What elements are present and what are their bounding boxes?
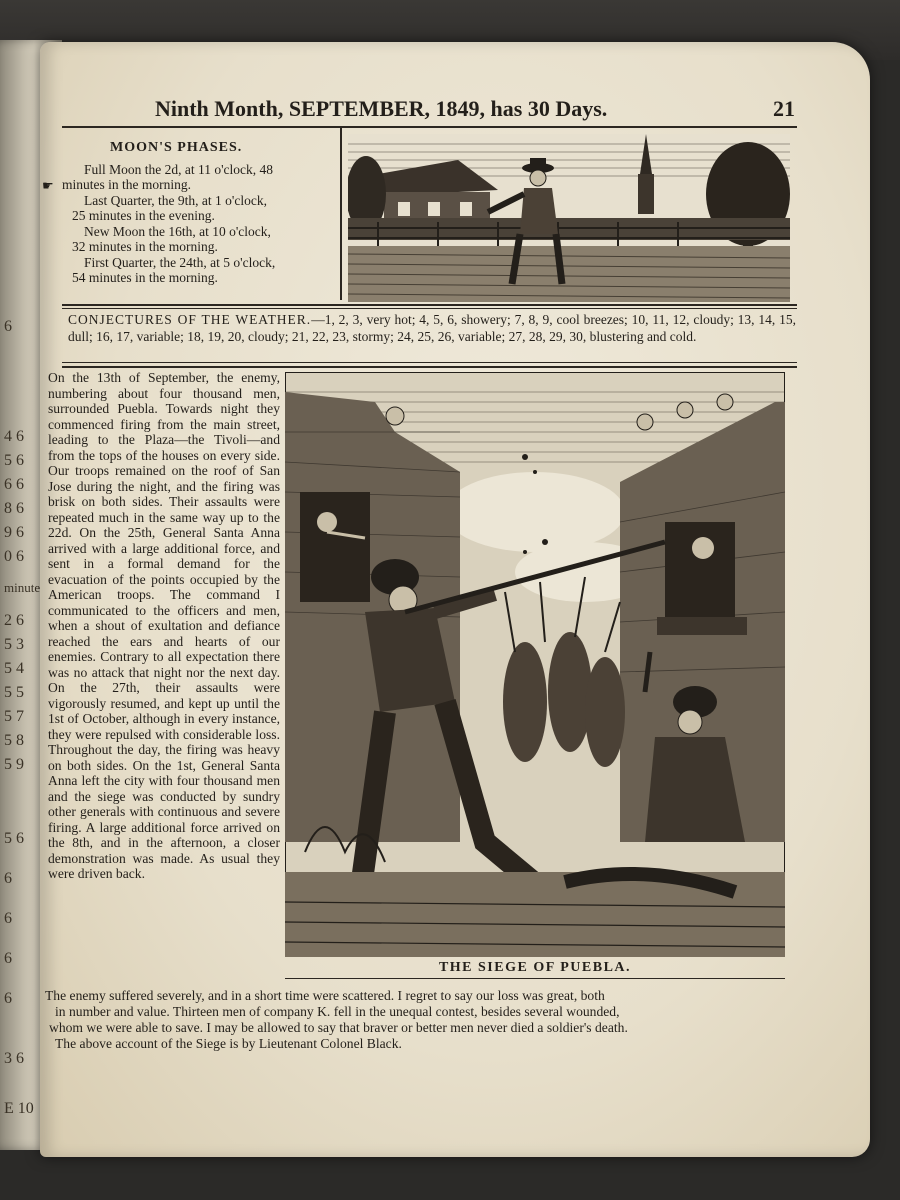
- farmer-sowing-woodcut: [348, 134, 790, 302]
- page-number: 21: [773, 96, 795, 121]
- moon-phase-line: 32 minutes in the morning.: [72, 239, 218, 254]
- left-page-fragment: 9 6: [4, 524, 24, 541]
- footer-line: whom we were able to save. I may be allowed to say that braver or better men never died a soldier's death.: [49, 1020, 628, 1035]
- left-page-fragment: 3 6: [4, 1050, 24, 1067]
- left-page-fragment: 6: [4, 950, 12, 967]
- siege-of-puebla-woodcut: [285, 372, 785, 957]
- left-page-fragment: 5 4: [4, 660, 24, 677]
- footer-line: The enemy suffered severely, and in a short time were scattered. I regret to say our loss was great, both: [45, 988, 605, 1003]
- moon-phases-box: [42, 140, 340, 300]
- weather-bottom-rule-thick: [62, 366, 797, 368]
- left-page-fragment: 5 9: [4, 756, 24, 773]
- left-page-fragment: 5 7: [4, 708, 24, 725]
- article-column: On the 13th of September, the enemy, numbering about four thousand men, surrounded Puebla. Towards night they commenced firing from the main street, leading to the Plaza—the Tivoli—and from the tops of the houses on every side. Our troops remained on the roof of San Jose during the night, and the firing was brisk on both sides. Their assaults were repeated much in the same way up to the 22d. On the 25th, General Santa Anna arrived with a large additional force, and sent in a formal demand for the evacuation of the points occupied by the American troops. The command I communicated to the officers and men, when a shout of exultation and defiance reached the ears and hearts of our enemies. Contrary to all expectation there was no attack that night nor the next day. On the 27th, their assaults were vigorously resumed, and kept up until the 1st of October, although in every instance, they were repulsed with considerable loss. Throughout the day, the firing was heavy on both sides. On the 1st, General Santa Anna left the city with four thousand men and the siege was conducted by sundry other generals with continuous and severe firing. A large additional force arrived on the 8th, and in the afternoon, a closer demonstration was made. As usual they were driven back.: [48, 370, 280, 881]
- moon-phases-heading: MOON'S PHASES.: [110, 140, 243, 155]
- moon-phase-line: Full Moon the 2d, at 11 o'clock, 48: [84, 161, 274, 177]
- column-divider: [340, 128, 342, 300]
- left-page-fragment: 5 3: [4, 636, 24, 653]
- left-page-fragment: minute: [4, 580, 41, 595]
- left-page-fragment: 6: [4, 910, 12, 927]
- weather-conjectures: [68, 312, 796, 345]
- moon-phase-line: First Quarter, the 24th, at 5 o'clock,: [84, 254, 276, 270]
- moon-phase-line: Last Quarter, the 9th, at 1 o'clock,: [84, 192, 267, 208]
- illustration-caption: THE SIEGE OF PUEBLA.: [438, 960, 632, 975]
- moon-phase-line: minutes in the morning.: [62, 177, 191, 192]
- left-page-fragment: 6: [4, 318, 12, 335]
- page-header: [155, 96, 795, 130]
- left-page-fragment: 6 6: [4, 476, 24, 493]
- footer-line: in number and value. Thirteen men of company K. fell in the unequal contest, besides several wounded,: [55, 1004, 620, 1019]
- left-page-fragment: 0 6: [4, 548, 24, 565]
- left-page-fragment: 2 6: [4, 612, 24, 629]
- page-title: Ninth Month, SEPTEMBER, 1849, has 30 Days.: [155, 96, 608, 121]
- article-footer: [45, 988, 785, 1052]
- header-rule: [62, 126, 797, 128]
- footer-line: The above account of the Siege is by Lieutenant Colonel Black.: [55, 1036, 402, 1051]
- left-page-fragment: E 10: [4, 1100, 34, 1117]
- left-page-fragment: 5 6: [4, 830, 24, 847]
- left-page-fragment: 5 5: [4, 684, 24, 701]
- weather-text: —1, 2, 3, very hot; 4, 5, 6, showery; 7, 8, 9, cool breezes; 10, 11, 12, cloudy; 13, 14, 15, dull; 16, 17, variable; 18, 19, 20, cloudy; 21, 22, 23, stormy; 24, 25, 26, variable; 27, 28, 29, 30, blustering and cold.: [68, 312, 796, 344]
- pointing-hand-icon: ☛: [42, 178, 54, 193]
- moon-phase-line: 25 minutes in the evening.: [72, 208, 215, 223]
- caption-rule: [285, 978, 785, 979]
- moon-phase-line: 54 minutes in the morning.: [72, 270, 218, 285]
- moon-phase-line: New Moon the 16th, at 10 o'clock,: [84, 223, 271, 239]
- weather-top-rule: [62, 304, 797, 306]
- left-page-fragment: 6: [4, 870, 12, 887]
- left-page-fragment: 8 6: [4, 500, 24, 517]
- weather-top-rule-thin: [62, 308, 797, 309]
- left-page-fragment: 4 6: [4, 428, 24, 445]
- weather-label: CONJECTURES OF THE WEATHER.: [68, 312, 312, 327]
- weather-bottom-rule: [62, 362, 797, 363]
- left-page-fragment: 6: [4, 990, 12, 1007]
- left-page-fragment: 5 6: [4, 452, 24, 469]
- left-page-fragment: 5 8: [4, 732, 24, 749]
